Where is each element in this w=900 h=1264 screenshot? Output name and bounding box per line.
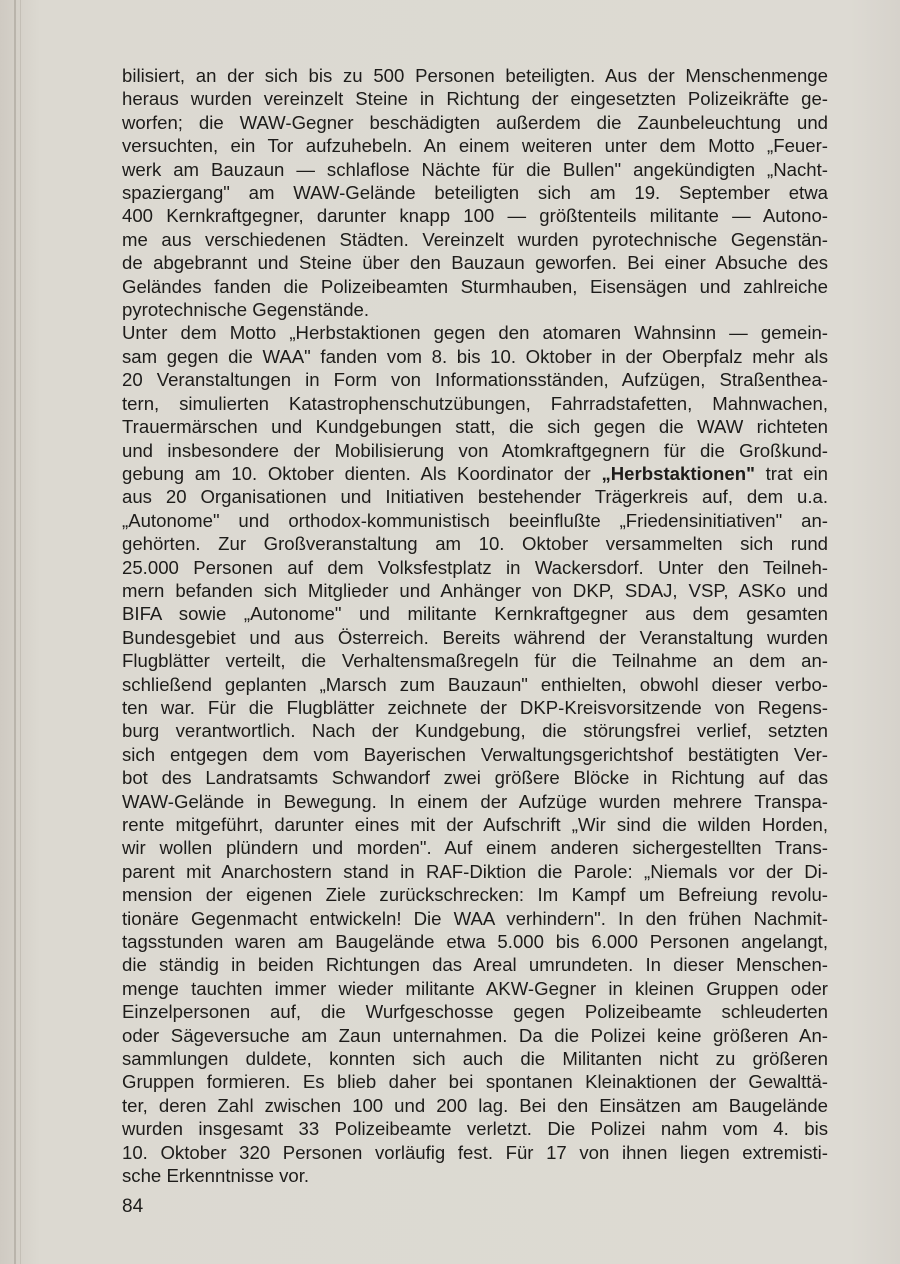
page-number: 84 [122,1196,144,1217]
text-line: WAW-Gelände in Bewegung. In einem der Aufzüge wurden mehrere Transpa- [122,790,828,812]
text-line: sich entgegen dem vom Bayerischen Verwaltungsgerichtshof bestätigten Ver- [122,743,828,765]
text-line: bot des Landratsamts Schwandorf zwei größere Blöcke in Richtung auf das [122,767,828,789]
text-line: pyrotechnische Gegenstände. [122,299,370,321]
text-line: Einzelpersonen auf, die Wurfgeschosse gegen Polizeibeamte schleuderten [122,1001,828,1023]
text-line: ten war. Für die Flugblätter zeichnete der DKP-Kreisvorsitzende von Regens- [122,696,828,718]
text-line: tern, simulierten Katastrophenschutzübungen, Fahrradstafetten, Mahnwachen, [122,392,828,414]
text-line: werk am Bauzaun — schlaflose Nächte für die Bullen" angekündigten „Nacht- [122,158,828,180]
text-line: Bundesgebiet und aus Österreich. Bereits während der Veranstaltung wurden [122,626,828,648]
text-line: versuchten, ein Tor aufzuhebeln. An einem weiteren unter dem Motto „Feuer- [122,135,828,157]
binding-edge [14,0,16,1264]
text-line: worfen; die WAW-Gegner beschädigten außerdem die Zaunbeleuchtung und [122,111,828,133]
text-line: Trauermärschen und Kundgebungen statt, die sich gegen die WAW richteten [122,416,828,438]
text-line: gehörten. Zur Großveranstaltung am 10. Oktober versammelten sich rund [122,533,828,555]
body-text [122,64,828,1188]
text-line: 400 Kernkraftgegner, darunter knapp 100 — größtenteils militante — Autono- [122,205,828,227]
text-line: heraus wurden vereinzelt Steine in Richtung der eingesetzten Polizeikräfte ge- [122,88,828,110]
text-line: sammlungen duldete, konnten sich auch die Militanten nicht zu größeren [122,1048,828,1070]
text-line: de abgebrannt und Steine über den Bauzaun geworfen. Bei einer Absuche des [122,252,828,274]
text-line: 20 Veranstaltungen in Form von Informationsständen, Aufzügen, Straßenthea- [122,369,828,391]
text-line: die ständig in beiden Richtungen das Areal umrundeten. In dieser Menschen- [122,954,828,976]
text-line: wir wollen plündern und morden". Auf einem anderen sichergestellten Trans- [122,837,828,859]
text-line: oder Sägeversuche am Zaun unternahmen. Da die Polizei keine größeren An- [122,1024,828,1046]
text-line: mension der eigenen Ziele zurückschrecken: Im Kampf um Befreiung revolu- [122,884,828,906]
paragraph-1 [122,64,828,321]
text-line: Flugblätter verteilt, die Verhaltensmaßregeln für die Teilnahme an dem an- [122,650,828,672]
text-line: Unter dem Motto „Herbstaktionen gegen den atomaren Wahnsinn — gemein- [122,322,828,344]
text-line: Geländes fanden die Polizeibeamten Sturmhauben, Eisensägen und zahlreiche [122,275,828,297]
text-line: menge tauchten immer wieder militante AKW-Gegner in kleinen Gruppen oder [122,977,828,999]
text-line: BIFA sowie „Autonome" und militante Kernkraftgegner aus dem gesamten [122,603,828,625]
text-line: sam gegen die WAA" fanden vom 8. bis 10. Oktober in der Oberpfalz mehr als [122,345,828,367]
paragraph-2 [122,321,828,1187]
text-line: ter, deren Zahl zwischen 100 und 200 lag. Bei den Einsätzen am Baugelände [122,1094,828,1116]
text-line: spaziergang" am WAW-Gelände beteiligten sich am 19. September etwa [122,182,828,204]
text-line: rente mitgeführt, darunter eines mit der Aufschrift „Wir sind die wilden Horden, [122,814,828,835]
text-line: parent mit Anarchostern stand in RAF-Diktion die Parole: „Niemals vor der Di- [122,860,828,882]
text-line: „Autonome" und orthodox-kommunistisch beeinflußte „Friedensinitiativen" an- [122,509,828,531]
text-line: mern befanden sich Mitglieder und Anhänger von DKP, SDAJ, VSP, ASKo und [122,579,828,601]
text-line: Gruppen formieren. Es blieb daher bei spontanen Kleinaktionen der Gewalttä- [122,1071,828,1093]
text-line: me aus verschiedenen Städten. Vereinzelt wurden pyrotechnische Gegenstän- [122,228,828,250]
text-line: tionäre Gegenmacht entwickeln! Die WAA verhindern". In den frühen Nachmit- [122,907,828,929]
bold-term: „Herbstaktionen" [601,462,755,484]
text-line: sche Erkenntnisse vor. [122,1165,310,1187]
text-line: 10. Oktober 320 Personen vorläufig fest. Für 17 von ihnen liegen extremisti- [122,1141,828,1163]
text-line: und insbesondere der Mobilisierung von Atomkraftgegnern für die Großkund- [122,439,828,461]
text-line: tagsstunden waren am Baugelände etwa 5.000 bis 6.000 Personen angelangt, [122,931,828,953]
text-line: aus 20 Organisationen und Initiativen bestehender Trägerkreis auf, dem u.a. [122,486,828,508]
text-line: wurden insgesamt 33 Polizeibeamte verletzt. Die Polizei nahm vom 4. bis [122,1118,828,1140]
text-line: schließend geplanten „Marsch zum Bauzaun" enthielten, obwohl dieser verbo- [122,673,828,695]
text-line: gebung am 10. Oktober dienten. Als Koordinator der „Herbstaktionen" trat ein [122,462,829,484]
text-line: burg verantwortlich. Nach der Kundgebung, die störungsfrei verlief, setzten [122,720,828,742]
binding-shadow [20,0,21,1264]
text-line: bilisiert, an der sich bis zu 500 Personen beteiligten. Aus der Menschenmenge [122,65,828,86]
text-fragment: trat ein [754,462,829,484]
text-line: 25.000 Personen auf dem Volksfestplatz in Wackersdorf. Unter den Teilneh- [122,556,828,578]
